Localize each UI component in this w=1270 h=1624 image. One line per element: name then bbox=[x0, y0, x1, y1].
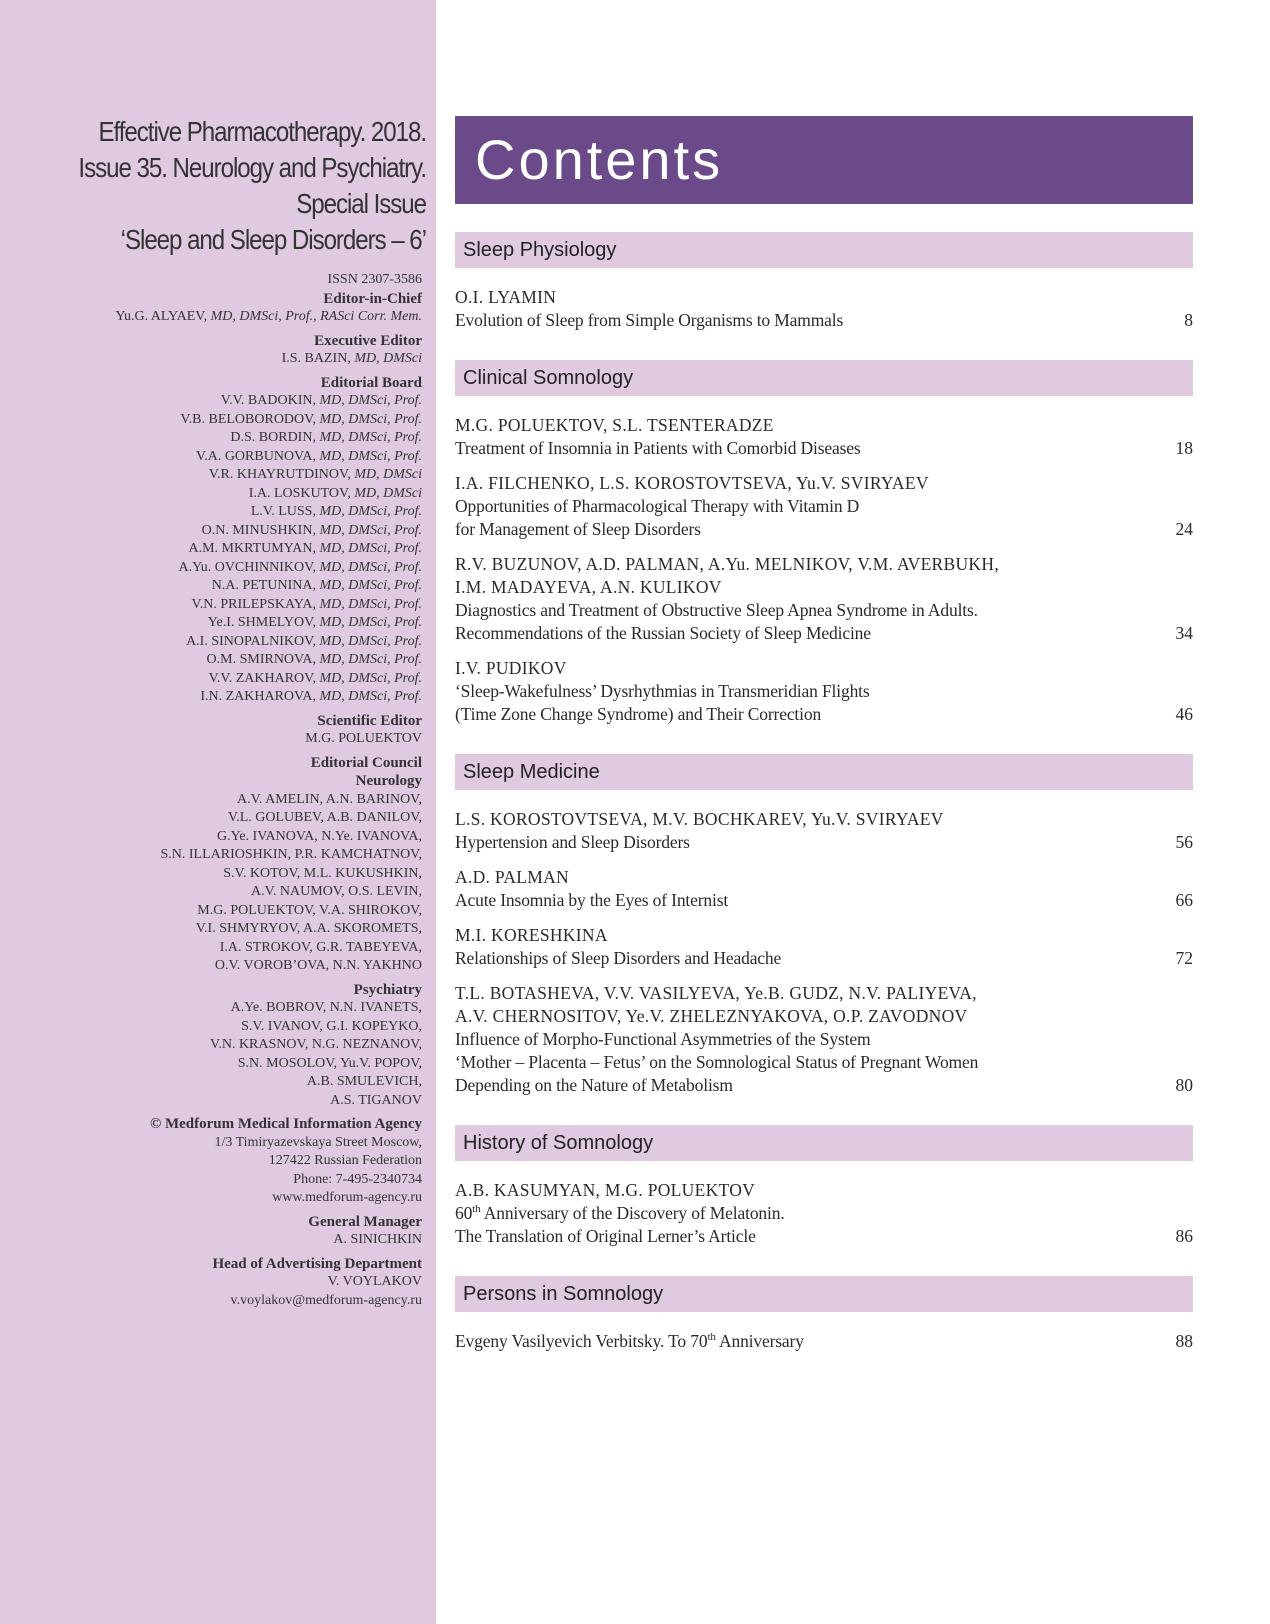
entry-authors: R.V. BUZUNOV, A.D. PALMAN, A.Yu. MELNIKOV, V.M. AVERBUKH, bbox=[455, 554, 999, 574]
board-member bbox=[2, 466, 422, 485]
person-name: A.I. SINOPALNIKOV, bbox=[186, 633, 316, 649]
council-member-line: M.G. POLUEKTOV, V.A. SHIROKOV, bbox=[197, 902, 422, 918]
advertising-email[interactable]: v.voylakov@medforum-agency.ru bbox=[230, 1292, 422, 1308]
toc-entry[interactable] bbox=[455, 1330, 1193, 1353]
person-name: V.N. PRILEPSKAYA, bbox=[191, 596, 316, 612]
person-degree: MD, DMSci, Prof. bbox=[319, 596, 422, 612]
board-member bbox=[2, 688, 422, 707]
entry-title: (Time Zone Change Syndrome) and Their Correction bbox=[455, 704, 822, 724]
person-degree: MD, DMSci, Prof. bbox=[319, 633, 422, 649]
board-member bbox=[2, 559, 422, 578]
page-number: 66 bbox=[1175, 890, 1193, 910]
person-degree: MD, DMSci bbox=[354, 351, 422, 366]
person-degree: MD, DMSci, Prof. bbox=[319, 504, 422, 519]
general-manager: A. SINICHKIN bbox=[333, 1232, 422, 1247]
person-degree: MD, DMSci, Prof., RASci Corr. Mem. bbox=[210, 309, 422, 324]
psychiatry-heading: Psychiatry bbox=[353, 981, 422, 998]
editorial-board-heading: Editorial Board bbox=[320, 374, 422, 391]
page-number: 34 bbox=[1175, 623, 1193, 643]
entry-authors: A.V. CHERNOSITOV, Ye.V. ZHELEZNYAKOVA, O.P. ZAVODNOV bbox=[455, 1006, 968, 1026]
entry-authors: A.B. KASUMYAN, M.G. POLUEKTOV bbox=[455, 1180, 756, 1200]
entry-list bbox=[455, 1330, 1193, 1353]
council-member-line: O.V. VOROB’OVA, N.N. YAKHNO bbox=[214, 958, 422, 973]
person-name: I.A. LOSKUTOV, bbox=[248, 485, 351, 501]
toc-entry[interactable] bbox=[455, 924, 1193, 970]
council-member-line: V.N. KRASNOV, N.G. NEZNANOV, bbox=[210, 1037, 422, 1052]
board-member bbox=[2, 614, 422, 633]
entry-list bbox=[455, 808, 1193, 1097]
board-member bbox=[2, 429, 422, 448]
title-text: Evgeny Vasilyevich Verbitsky. To 70 bbox=[455, 1331, 708, 1351]
person-name: Yu.G. ALYAEV, bbox=[115, 309, 208, 324]
general-manager-heading: General Manager bbox=[308, 1213, 422, 1230]
journal-title-line: Issue 35. Neurology and Psychiatry. bbox=[78, 152, 427, 183]
person-degree: MD, DMSci, Prof. bbox=[319, 670, 422, 686]
journal-title-line: Effective Pharmacotherapy. 2018. bbox=[98, 116, 427, 147]
entry-title: Treatment of Insomnia in Patients with Comorbid Diseases bbox=[455, 438, 861, 458]
person-degree: MD, DMSci, Prof. bbox=[319, 522, 422, 538]
person-name: V.V. ZAKHAROV, bbox=[208, 670, 316, 686]
entry-title: for Management of Sleep Disorders bbox=[455, 519, 701, 539]
advertising-heading: Head of Advertising Department bbox=[212, 1255, 422, 1272]
contents-sections bbox=[455, 232, 1193, 1353]
editor-in-chief-heading: Editor-in-Chief bbox=[323, 290, 422, 307]
page-number: 72 bbox=[1175, 948, 1193, 968]
board-member bbox=[2, 503, 422, 522]
board-member bbox=[2, 596, 422, 615]
toc-entry[interactable] bbox=[455, 866, 1193, 912]
entry-authors: M.G. POLUEKTOV, S.L. TSENTERADZE bbox=[455, 415, 774, 435]
entry-authors: I.V. PUDIKOV bbox=[455, 658, 567, 678]
masthead bbox=[2, 271, 422, 1310]
entry-title: ‘Sleep-Wakefulness’ Dysrhythmias in Transmeridian Flights bbox=[455, 681, 870, 701]
ordinal-suffix: th bbox=[472, 1203, 481, 1216]
board-member bbox=[2, 448, 422, 467]
person-degree: MD, DMSci, Prof. bbox=[319, 430, 422, 445]
editor-in-chief bbox=[2, 308, 422, 327]
page-number: 86 bbox=[1175, 1226, 1193, 1246]
entry-title: Influence of Morpho-Functional Asymmetries of the System bbox=[455, 1029, 871, 1049]
person-degree: MD, DMSci bbox=[354, 485, 422, 501]
entry-title: Hypertension and Sleep Disorders bbox=[455, 832, 690, 852]
psychiatry-list bbox=[2, 999, 422, 1110]
entry-authors: T.L. BOTASHEVA, V.V. VASILYEVA, Ye.B. GUDZ, N.V. PALIYEVA, bbox=[455, 983, 977, 1003]
ordinal-suffix: th bbox=[707, 1331, 716, 1344]
issn: ISSN 2307-3586 bbox=[327, 272, 422, 287]
entry-title: Relationships of Sleep Disorders and Headache bbox=[455, 948, 782, 968]
title-text: Anniversary of the Discovery of Melatonin. bbox=[480, 1203, 785, 1223]
board-member bbox=[2, 522, 422, 541]
section-header: History of Somnology bbox=[455, 1125, 1193, 1161]
council-member-line: S.V. KOTOV, M.L. KUKUSHKIN, bbox=[223, 865, 422, 881]
page-number: 24 bbox=[1175, 519, 1193, 539]
person-name: I.S. BAZIN, bbox=[281, 351, 351, 366]
person-name: L.V. LUSS, bbox=[250, 504, 316, 519]
entry-authors: A.D. PALMAN bbox=[455, 867, 569, 887]
person-degree: MD, DMSci, Prof. bbox=[319, 689, 422, 704]
person-name: N.A. PETUNINA, bbox=[211, 578, 316, 593]
council-member-line: A.B. SMULEVICH, bbox=[306, 1074, 422, 1089]
publisher-address bbox=[2, 1134, 422, 1208]
neurology-list bbox=[2, 791, 422, 976]
entry-title: Evolution of Sleep from Simple Organisms to Mammals bbox=[455, 310, 844, 330]
entry-list bbox=[455, 1179, 1193, 1248]
section-header: Sleep Physiology bbox=[455, 232, 1193, 268]
person-degree: MD, DMSci, Prof. bbox=[319, 541, 422, 556]
title-text: Anniversary bbox=[715, 1331, 804, 1351]
address-line: Phone: 7-495-2340734 bbox=[293, 1171, 422, 1187]
toc-entry[interactable] bbox=[455, 553, 1193, 645]
board-member bbox=[2, 411, 422, 430]
person-degree: MD, DMSci, Prof. bbox=[319, 448, 422, 464]
contents-title: Contents bbox=[455, 116, 1193, 204]
entry-title: The Translation of Original Lerner’s Article bbox=[455, 1226, 756, 1246]
entry-authors: M.I. KORESHKINA bbox=[455, 925, 608, 945]
person-degree: MD, DMSci, Prof. bbox=[319, 411, 422, 427]
address-line: 1/3 Timiryazevskaya Street Moscow, bbox=[214, 1134, 422, 1150]
person-name: V.A. GORBUNOVA, bbox=[195, 448, 316, 464]
page-number: 88 bbox=[1175, 1331, 1193, 1351]
entry-title bbox=[455, 1202, 1193, 1225]
section-header: Persons in Somnology bbox=[455, 1276, 1193, 1312]
council-member-line: V.I. SHMYRYOV, A.A. SKOROMETS, bbox=[195, 921, 422, 936]
executive-editor-heading: Executive Editor bbox=[314, 332, 422, 349]
person-degree: MD, DMSci, Prof. bbox=[319, 652, 422, 667]
entry-title: ‘Mother – Placenta – Fetus’ on the Somnological Status of Pregnant Women bbox=[455, 1052, 979, 1072]
council-member-line: A.V. NAUMOV, O.S. LEVIN, bbox=[251, 884, 422, 899]
entry-authors: L.S. KOROSTOVTSEVA, M.V. BOCHKAREV, Yu.V. SVIRYAEV bbox=[455, 809, 944, 829]
board-member bbox=[2, 577, 422, 596]
editorial-board-list bbox=[2, 392, 422, 707]
person-degree: MD, DMSci, Prof. bbox=[319, 615, 422, 630]
board-member bbox=[2, 540, 422, 559]
entry-title: Acute Insomnia by the Eyes of Internist bbox=[455, 890, 729, 910]
entry-authors: O.I. LYAMIN bbox=[455, 287, 557, 307]
council-member-line: V.L. GOLUBEV, A.B. DANILOV, bbox=[227, 810, 422, 825]
council-member-line: I.A. STROKOV, G.R. TABEYEVA, bbox=[219, 939, 422, 955]
council-member-line: A.S. TIGANOV bbox=[330, 1092, 422, 1108]
person-name: Ye.I. SHMELYOV, bbox=[207, 615, 316, 630]
entry-authors: I.A. FILCHENKO, L.S. KOROSTOVTSEVA, Yu.V. SVIRYAEV bbox=[455, 473, 929, 493]
board-member bbox=[2, 670, 422, 689]
council-member-line: A.Ye. BOBROV, N.N. IVANETS, bbox=[230, 1000, 422, 1015]
council-member-line: S.V. IVANOV, G.I. KOPEYKO, bbox=[241, 1018, 422, 1034]
page-number: 18 bbox=[1175, 438, 1193, 458]
page-number: 80 bbox=[1175, 1075, 1193, 1095]
address-line: 127422 Russian Federation bbox=[268, 1153, 422, 1168]
board-member bbox=[2, 633, 422, 652]
title-text: 60 bbox=[455, 1203, 473, 1223]
board-member bbox=[2, 651, 422, 670]
council-member-line: S.N. ILLARIOSHKIN, P.R. KAMCHATNOV, bbox=[160, 847, 422, 862]
entry-list bbox=[455, 414, 1193, 726]
scientific-editor: M.G. POLUEKTOV bbox=[305, 731, 422, 746]
sidebar bbox=[0, 0, 436, 1624]
toc-entry[interactable] bbox=[455, 808, 1193, 854]
journal-title-line: ‘Sleep and Sleep Disorders – 6’ bbox=[120, 224, 427, 255]
page-number: 8 bbox=[1184, 310, 1193, 330]
section-header: Clinical Somnology bbox=[455, 360, 1193, 396]
scientific-editor-heading: Scientific Editor bbox=[317, 712, 422, 729]
person-name: A.Yu. OVCHINNIKOV, bbox=[178, 559, 316, 575]
entry-title: Diagnostics and Treatment of Obstructive Sleep Apnea Syndrome in Adults. bbox=[455, 600, 978, 620]
journal-title bbox=[65, 114, 426, 258]
person-degree: MD, DMSci bbox=[354, 467, 422, 482]
person-name: V.R. KHAYRUTDINOV, bbox=[208, 467, 351, 482]
journal-title-line: Special Issue bbox=[296, 188, 426, 219]
entry-title: Recommendations of the Russian Society of Sleep Medicine bbox=[455, 623, 871, 643]
toc-entry[interactable] bbox=[455, 982, 1193, 1097]
person-degree: MD, DMSci, Prof. bbox=[319, 559, 422, 575]
person-name: I.N. ZAKHAROVA, bbox=[200, 689, 316, 704]
toc-entry[interactable] bbox=[455, 286, 1193, 332]
entry-title: Depending on the Nature of Metabolism bbox=[455, 1075, 733, 1095]
toc-entry[interactable] bbox=[455, 414, 1193, 460]
person-name: O.M. SMIRNOVA, bbox=[206, 652, 316, 667]
publisher-heading: © Medforum Medical Information Agency bbox=[150, 1116, 422, 1132]
entry-list bbox=[455, 286, 1193, 332]
executive-editor bbox=[2, 350, 422, 369]
toc-entry[interactable] bbox=[455, 657, 1193, 726]
person-name: V.V. BADOKIN, bbox=[220, 393, 316, 408]
person-name: D.S. BORDIN, bbox=[230, 430, 316, 445]
person-degree: MD, DMSci, Prof. bbox=[319, 578, 422, 593]
person-name: O.N. MINUSHKIN, bbox=[201, 522, 316, 538]
council-member-line: A.V. AMELIN, A.N. BARINOV, bbox=[236, 791, 422, 807]
page-number: 46 bbox=[1175, 704, 1193, 724]
advertising-head: V. VOYLAKOV bbox=[327, 1274, 422, 1289]
person-name: A.M. MKRTUMYAN, bbox=[188, 541, 316, 556]
council-member-line: G.Ye. IVANOVA, N.Ye. IVANOVA, bbox=[217, 828, 422, 844]
entry-title bbox=[455, 1330, 1193, 1353]
section-header: Sleep Medicine bbox=[455, 754, 1193, 790]
person-degree: MD, DMSci, Prof. bbox=[319, 393, 422, 408]
board-member bbox=[2, 485, 422, 504]
entry-authors: I.M. MADAYEVA, A.N. KULIKOV bbox=[455, 577, 722, 597]
contents-panel bbox=[455, 116, 1193, 1365]
council-member-line: S.N. MOSOLOV, Yu.V. POPOV, bbox=[237, 1055, 422, 1071]
toc-entry[interactable] bbox=[455, 472, 1193, 541]
toc-entry[interactable] bbox=[455, 1179, 1193, 1248]
address-line: www.medforum-agency.ru bbox=[272, 1190, 422, 1205]
person-name: V.B. BELOBORODOV, bbox=[180, 411, 316, 427]
entry-title: Opportunities of Pharmacological Therapy with Vitamin D bbox=[455, 496, 860, 516]
board-member bbox=[2, 392, 422, 411]
neurology-heading: Neurology bbox=[355, 773, 422, 789]
page-number: 56 bbox=[1175, 832, 1193, 852]
editorial-council-heading: Editorial Council bbox=[310, 754, 422, 771]
